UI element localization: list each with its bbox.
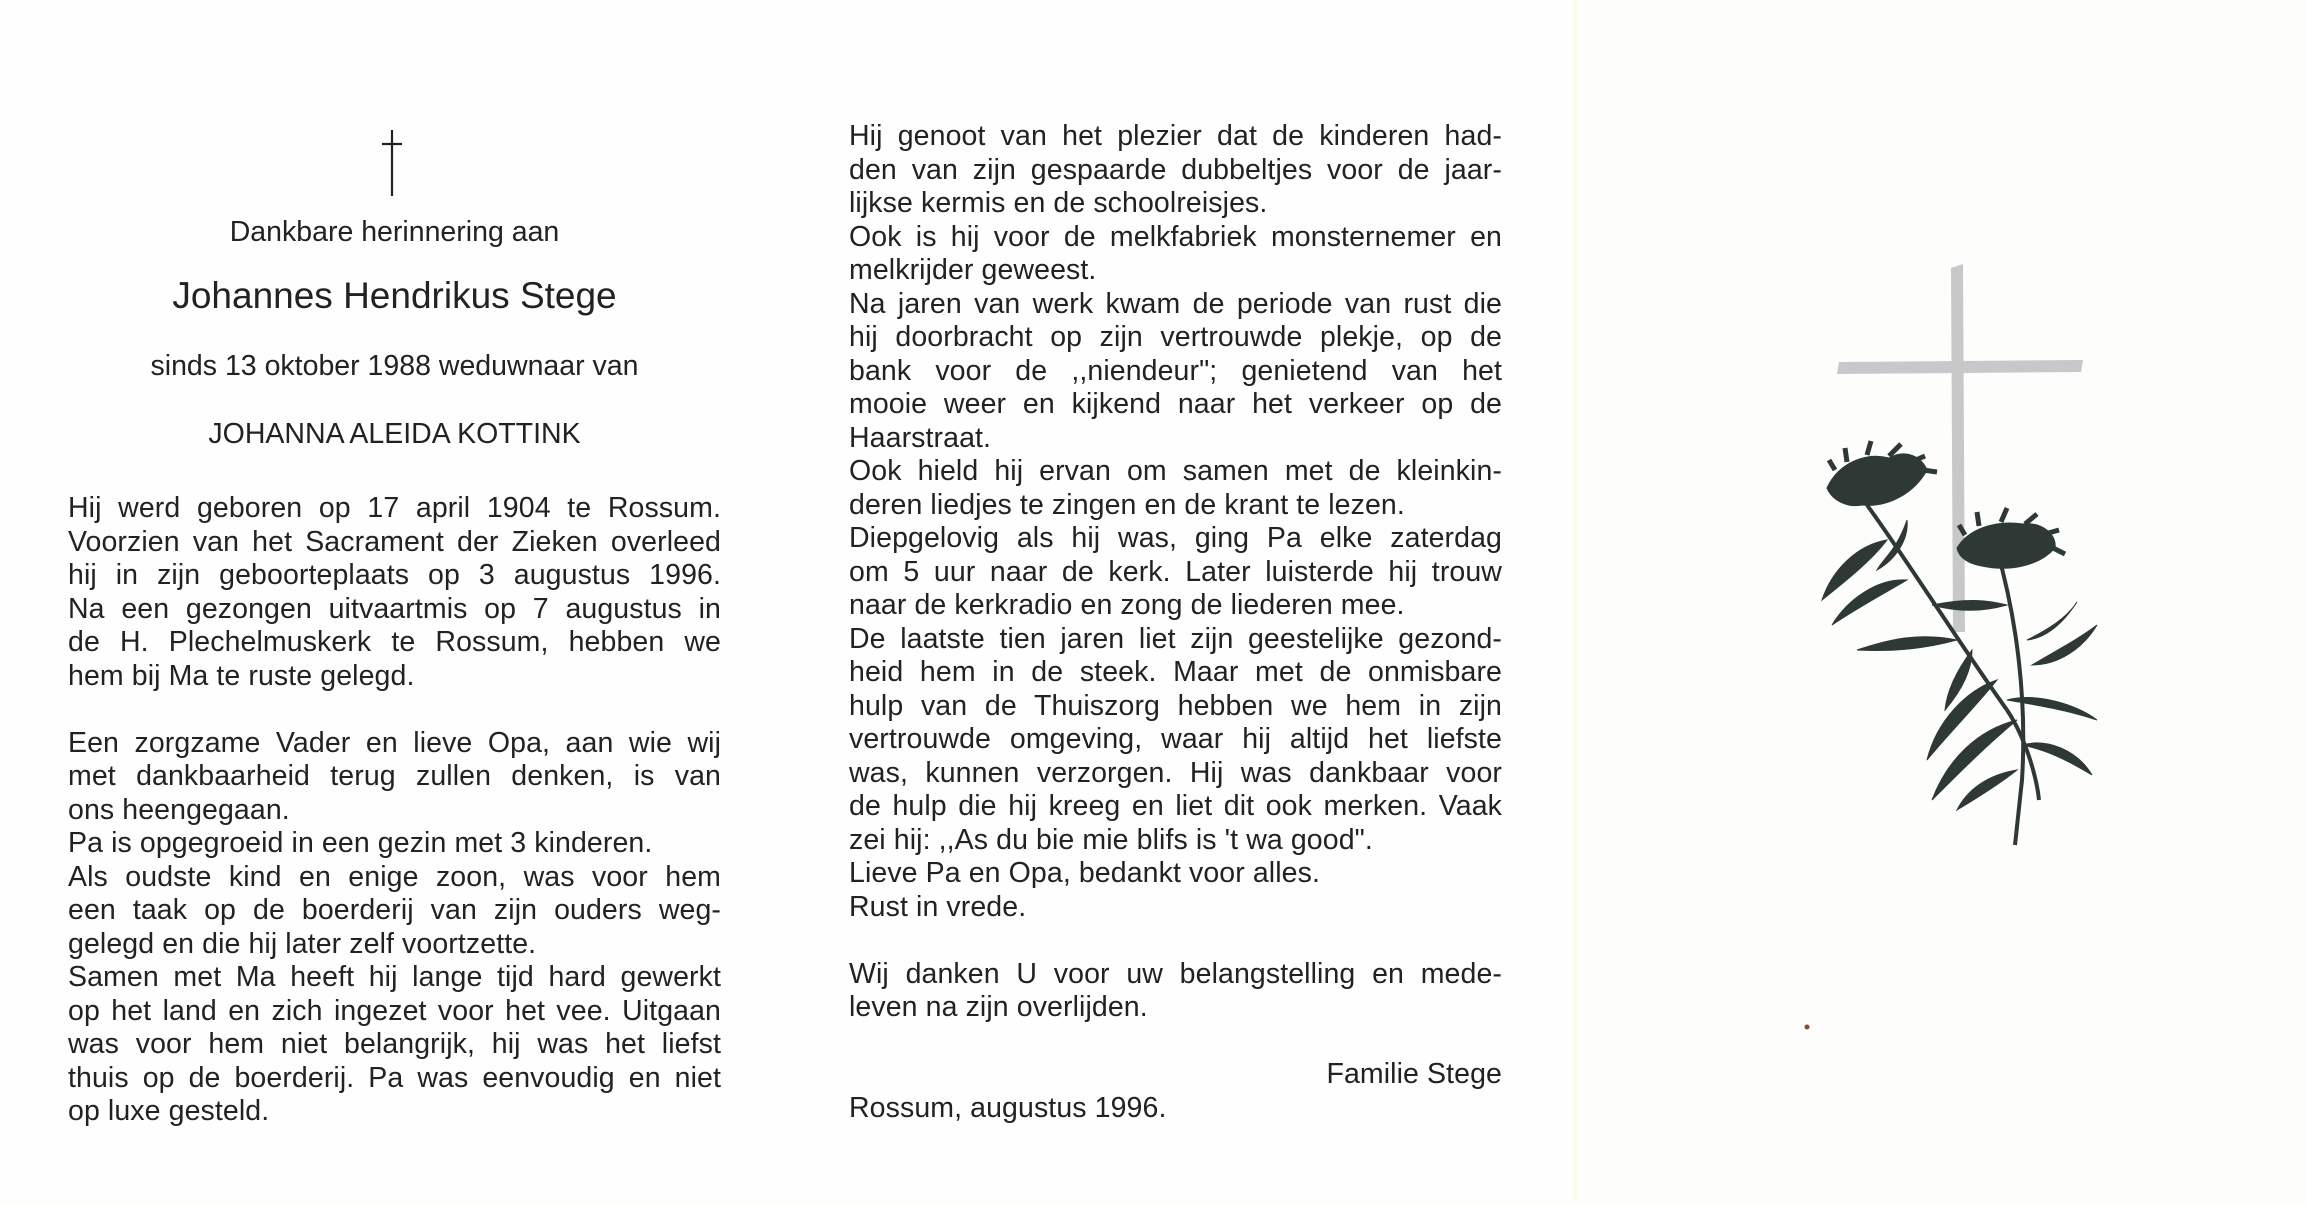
text-line: Hij werd geboren op 17 april 1904 te Rossum. xyxy=(68,492,721,524)
text-line: gelegd en die hij later zelf voortzette. xyxy=(68,927,537,960)
text-line: naar de kerkradio en zong de liederen mee. xyxy=(849,589,1405,621)
text-line: Wij danken U voor uw belangstelling en mede- xyxy=(849,957,1502,990)
blank-line xyxy=(849,1025,1502,1059)
text-line: lijkse kermis en de schoolreisjes. xyxy=(849,187,1268,219)
text-line: Ook is hij voor de melkfabriek monsternemer en xyxy=(849,220,1502,253)
text-line: Voorzien van het Sacrament der Zieken overleed xyxy=(68,525,721,558)
signature: Familie Stege xyxy=(1326,1058,1502,1090)
text-line: op luxe gesteld. xyxy=(68,1095,270,1127)
text-line: was voor hem niet belangrijk, hij was het liefst xyxy=(68,1028,721,1060)
text-line: Als oudste kind en enige zoon, was voor hem xyxy=(68,860,721,893)
paragraph xyxy=(849,455,1502,522)
text-line: de H. Plechelmuskerk te Rossum, hebben we xyxy=(68,626,721,658)
text-line: thuis op de boerderij. Pa was eenvoudig en niet xyxy=(68,1061,721,1094)
text-line: den van zijn gespaarde dubbeltjes voor de jaar- xyxy=(849,153,1502,186)
text-line: leven na zijn overlijden. xyxy=(849,991,1148,1023)
text-line: op het land en zich ingezet voor het vee. Uitgaan xyxy=(68,994,721,1027)
text-line: mooie weer en kijkend naar het verkeer op de xyxy=(849,388,1502,420)
biography-column-1 xyxy=(68,492,721,1129)
paragraph xyxy=(68,961,721,1129)
text-line: om 5 uur naar de kerk. Later luisterde hij trouw xyxy=(849,555,1502,588)
text-line: Na jaren van werk kwam de periode van rust die xyxy=(849,287,1502,320)
paragraph xyxy=(849,221,1502,288)
text-line: hulp van de Thuiszorg hebben we hem in zijn xyxy=(849,689,1502,722)
text-line: heid hem in de steek. Maar met de onmisbare xyxy=(849,656,1502,688)
text-line: hij doorbracht op zijn vertrouwde plekje, op de xyxy=(849,321,1502,353)
biography-column-2 xyxy=(849,120,1502,1125)
text-line: De laatste tien jaren liet zijn geestelijke gezond- xyxy=(849,622,1502,655)
text-line: Lieve Pa en Opa, bedankt voor alles. xyxy=(849,857,1320,889)
paragraph xyxy=(68,727,721,828)
text-line: Hij genoot van het plezier dat de kinderen had- xyxy=(849,120,1502,152)
text-line: met dankbaarheid terug zullen denken, is van xyxy=(68,760,721,792)
text-line: Na een gezongen uitvaartmis op 7 augustus in xyxy=(68,592,721,625)
card-image-panel xyxy=(1574,0,2307,1200)
widower-line: sinds 13 oktober 1988 weduwnaar van xyxy=(150,350,639,382)
cross-icon xyxy=(381,130,403,196)
text-line: Pa is opgegroeid in een gezin met 3 kinderen. xyxy=(68,827,653,859)
paragraph xyxy=(849,958,1502,1025)
paragraph xyxy=(849,288,1502,456)
text-line: hij in zijn geboorteplaats op 3 augustus 1996. xyxy=(68,559,721,591)
paragraph xyxy=(68,861,721,962)
paragraph xyxy=(849,891,1502,925)
text-line: deren liedjes te zingen en de krant te lezen. xyxy=(849,488,1405,521)
paragraph xyxy=(849,857,1502,891)
cross-with-flowers-illustration xyxy=(1577,0,2307,1200)
text-line: Haarstraat. xyxy=(849,421,992,454)
text-line: de hulp die hij kreeg en liet dit ook merken. Vaak xyxy=(849,790,1502,822)
text-line: een taak op de boerderij van zijn ouders weg- xyxy=(68,894,721,926)
paragraph xyxy=(849,120,1502,221)
blank-line xyxy=(68,693,721,727)
paragraph xyxy=(68,827,721,861)
text-line: was, kunnen verzorgen. Hij was dankbaar voor xyxy=(849,756,1502,789)
text-line: bank voor de ,,niendeur"; genietend van het xyxy=(849,354,1502,387)
text-line: Rust in vrede. xyxy=(849,890,1027,923)
deceased-name: Johannes Hendrikus Stege xyxy=(172,275,617,316)
text-line: melkrijder geweest. xyxy=(849,254,1097,286)
text-line: Een zorgzame Vader en lieve Opa, aan wie wij xyxy=(68,726,721,759)
silver-cross-icon xyxy=(1837,264,2083,632)
text-line: Samen met Ma heeft hij lange tijd hard gewerkt xyxy=(68,961,721,993)
text-line: ons heengegaan. xyxy=(68,793,290,826)
paragraph xyxy=(849,522,1502,623)
text-line: vertrouwde omgeving, waar hij altijd het liefste xyxy=(849,723,1502,755)
place-date: Rossum, augustus 1996. xyxy=(849,1091,1167,1124)
text-line: hem bij Ma te ruste gelegd. xyxy=(68,659,415,692)
text-line: zei hij: ,,As du bie mie blifs is 't wa good". xyxy=(849,823,1373,856)
paragraph xyxy=(849,623,1502,858)
speck xyxy=(1805,1025,1810,1030)
blank-line xyxy=(849,924,1502,958)
spouse-name: JOHANNA ALEIDA KOTTINK xyxy=(208,418,581,450)
text-line: Diepgelovig als hij was, ging Pa elke zaterdag xyxy=(849,522,1502,554)
paragraph xyxy=(68,492,721,693)
text-line: Ook hield hij ervan om samen met de kleinkin- xyxy=(849,455,1502,487)
intro-text: Dankbare herinnering aan xyxy=(229,216,560,248)
